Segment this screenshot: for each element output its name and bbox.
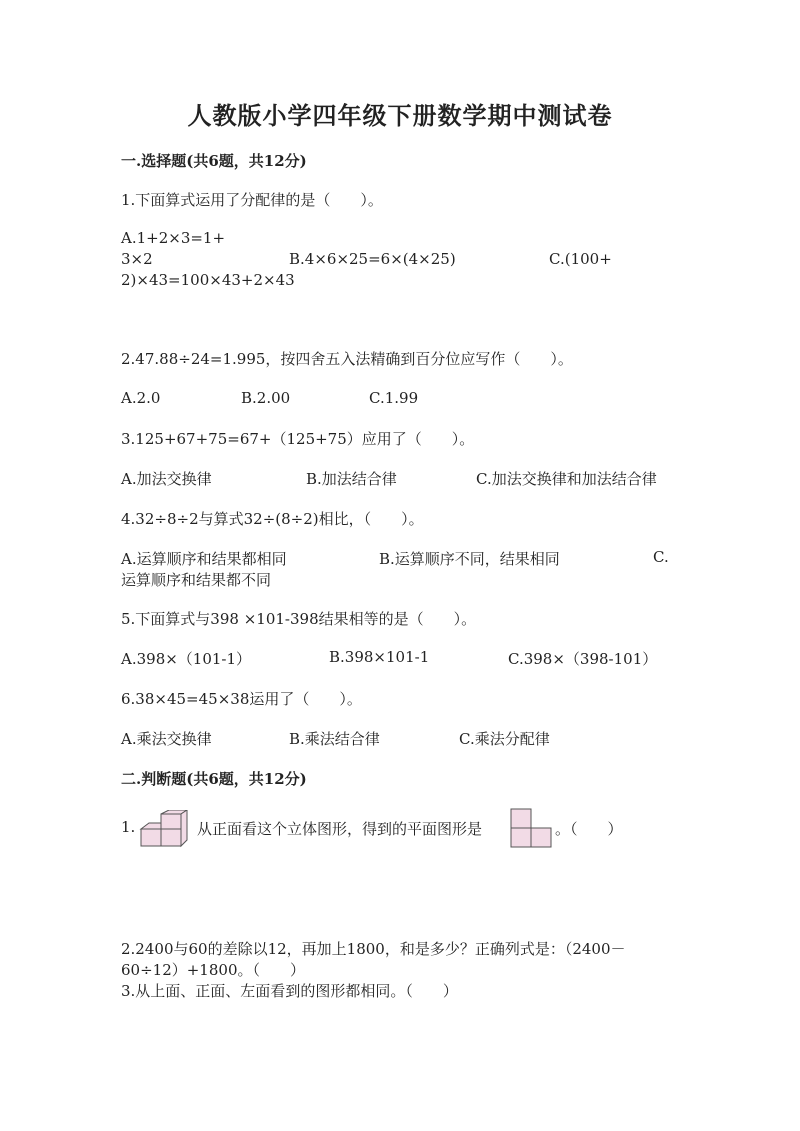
q1-6-option-b: B.乘法结合律	[289, 730, 380, 748]
solid-figure-image	[139, 810, 189, 850]
q1-6-option-a: A.乘法交换律	[121, 730, 212, 748]
q1-4-option-c-text: 运算顺序和结果都不同	[121, 571, 272, 589]
q1-6-option-c: C.乘法分配律	[459, 730, 550, 748]
question-1-5: 5.下面算式与398 ×101-398结果相等的是（ ）。	[121, 610, 477, 628]
q1-4-option-a: A.运算顺序和结果都相同	[121, 550, 287, 568]
q1-4-option-b: B.运算顺序不同，结果相同	[379, 550, 560, 568]
q1-3-option-b: B.加法结合律	[306, 470, 397, 488]
question-2-1-number: 1.	[121, 818, 136, 836]
q1-1-option-a-part1: A.1+2×3=1+	[121, 229, 226, 247]
question-1-2: 2.47.88÷24=1.995，按四舍五入法精确到百分位应写作（ ）。	[121, 350, 573, 368]
question-1-6: 6.38×45=45×38运用了（ ）。	[121, 690, 362, 708]
q1-1-option-b: B.4×6×25=6×(4×25)	[289, 250, 456, 268]
question-1-1: 1.下面算式运用了分配律的是（ ）。	[121, 191, 383, 209]
question-2-1-tail: 。（ ）	[555, 820, 623, 838]
question-1-3: 3.125+67+75=67+（125+75）应用了（ ）。	[121, 430, 475, 448]
question-2-3: 3.从上面、正面、左面看到的图形都相同。（ ）	[121, 982, 458, 1000]
question-2-2-line1: 2.2400与60的差除以12，再加上1800，和是多少？正确列式是：（2400－	[121, 940, 626, 958]
section-heading-choice: 一.选择题(共6题，共12分)	[121, 152, 307, 170]
q1-2-option-b: B.2.00	[241, 389, 291, 407]
q1-1-option-c-part1: C.(100+	[549, 250, 612, 268]
page-title: 人教版小学四年级下册数学期中测试卷	[187, 101, 613, 130]
q1-3-option-c: C.加法交换律和加法结合律	[476, 470, 657, 488]
q1-1-option-c-part2: 2)×43=100×43+2×43	[121, 271, 295, 289]
question-2-2-line2: 60÷12）+1800。（ ）	[121, 961, 305, 979]
q1-4-option-c-label: C.	[653, 548, 669, 566]
q1-2-option-c: C.1.99	[369, 389, 419, 407]
front-view-shape-image	[510, 808, 552, 848]
q1-5-option-c: C.398×（398-101）	[508, 650, 658, 668]
q1-3-option-a: A.加法交换律	[121, 470, 212, 488]
q1-2-option-a: A.2.0	[121, 389, 161, 407]
question-2-1-text: 从正面看这个立体图形，得到的平面图形是	[197, 820, 483, 838]
q1-1-option-a-part2: 3×2	[121, 250, 153, 268]
section-heading-judgement: 二.判断题(共6题，共12分)	[121, 770, 307, 788]
question-1-4: 4.32÷8÷2与算式32÷(8÷2)相比，（ ）。	[121, 510, 424, 528]
q1-5-option-a: A.398×（101-1）	[121, 650, 252, 668]
q1-5-option-b: B.398×101-1	[329, 648, 430, 666]
